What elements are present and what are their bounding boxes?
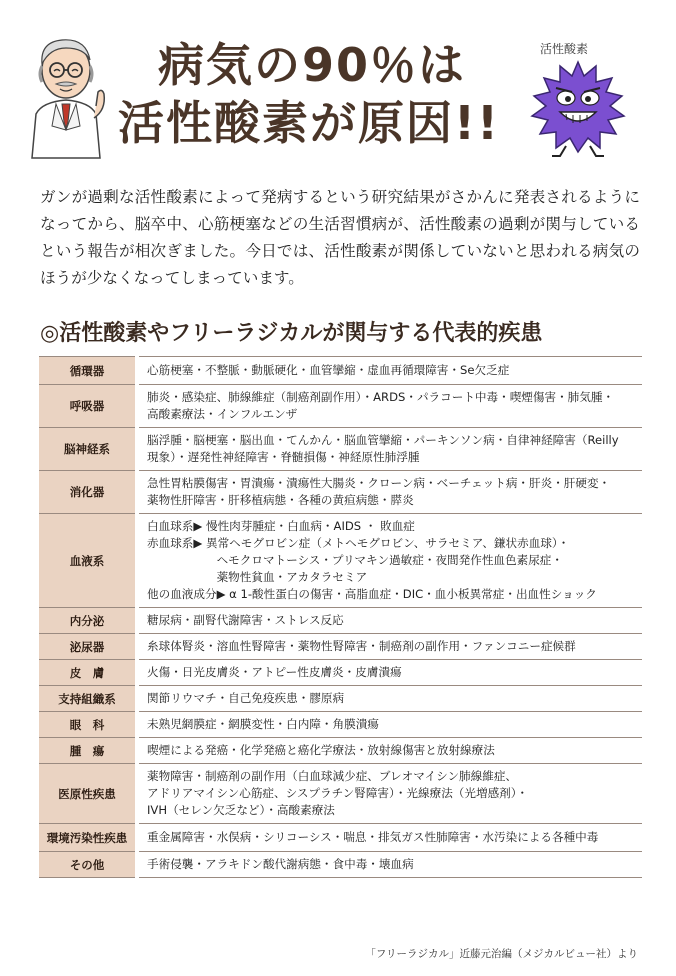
category-cell: 眼 科 <box>39 712 137 738</box>
table-row <box>39 712 642 738</box>
table-row <box>39 428 642 471</box>
virus-label: 活性酸素 <box>540 42 589 56</box>
table-row <box>39 738 642 764</box>
diseases-cell: 薬物障害・制癌剤の副作用（白血球減少症、ブレオマイシン肺線維症、 アドリアマイシン心筋症、シスプラチン腎障害）・光線療法（光増感剤）・ IVH（セレン欠乏など）・高酸素療法 <box>137 764 642 824</box>
disease-table <box>39 356 642 878</box>
table-row <box>39 660 642 686</box>
intro-paragraph: ガンが過剰な活性酸素によって発病するという研究結果がさかんに発表されるようになってから、脳卒中、心筋梗塞などの生活習慣病が、活性酸素の過剰が関与しているという報告が相次ぎました。今日では、活性酸素が関係していないと思われる病気のほうが少なくなってしまっています。 <box>40 188 640 287</box>
table-row <box>39 824 642 852</box>
diseases-cell: 糖尿病・副腎代謝障害・ストレス反応 <box>137 608 642 634</box>
category-cell: 環境汚染性疾患 <box>39 824 137 852</box>
category-cell: 血液系 <box>39 514 137 608</box>
title-block <box>118 36 518 152</box>
category-cell: 脳神経系 <box>39 428 137 471</box>
diseases-cell: 糸球体腎炎・溶血性腎障害・薬物性腎障害・制癌剤の副作用・ファンコニー症候群 <box>137 634 642 660</box>
diseases-cell: 心筋梗塞・不整脈・動脈硬化・血管攣縮・虚血再循環障害・Se欠乏症 <box>137 357 642 385</box>
diseases-cell: 喫煙による発癌・化学発癌と癌化学療法・放射線傷害と放射線療法 <box>137 738 642 764</box>
category-cell: 支持組織系 <box>39 686 137 712</box>
category-cell: 内分泌 <box>39 608 137 634</box>
table-row <box>39 385 642 428</box>
diseases-cell: 白血球系▶ 慢性肉芽腫症・白血病・AIDS ・ 敗血症 赤血球系▶ 異常ヘモグロビン症（メトヘモグロビン、サラセミア、鎌状赤血球）・ ヘモクロマトーシス・プリマキン過敏症・夜間発作性血色素尿症・ 薬物性貧血・アカタラセミア 他の血液成分▶ α 1-酸性蛋白の傷害・高脂血症・DIC・血小板異常症・出血性ショック <box>137 514 642 608</box>
table-row <box>39 514 642 608</box>
category-cell: 泌尿器 <box>39 634 137 660</box>
category-cell: 皮 膚 <box>39 660 137 686</box>
diseases-cell: 急性胃粘膜傷害・胃潰瘍・潰瘍性大腸炎・クローン病・ベーチェット病・肝炎・肝硬変・ 薬物性肝障害・肝移植病態・各種の黄疸病態・膵炎 <box>137 471 642 514</box>
table-row <box>39 852 642 878</box>
doctor-illustration <box>22 30 110 160</box>
category-cell: 医原性疾患 <box>39 764 137 824</box>
category-cell: 呼吸器 <box>39 385 137 428</box>
diseases-cell: 手術侵襲・アラキドン酸代謝病態・食中毒・壊血病 <box>137 852 642 878</box>
category-cell: 循環器 <box>39 357 137 385</box>
source-citation: 「フリーラジカル」近藤元治編（メジカルビュー社）より <box>365 948 638 960</box>
table-row <box>39 764 642 824</box>
category-cell: その他 <box>39 852 137 878</box>
active-oxygen-character <box>526 58 630 158</box>
diseases-cell: 脳浮腫・脳梗塞・脳出血・てんかん・脳血管攣縮・パーキンソン病・自律神経障害（Reilly 現象）・遅発性神経障害・脊髄損傷・神経原性肺浮腫 <box>137 428 642 471</box>
table-row <box>39 634 642 660</box>
category-cell: 消化器 <box>39 471 137 514</box>
diseases-cell: 重金属障害・水俣病・シリコーシス・喘息・排気ガス性肺障害・水汚染による各種中毒 <box>137 824 642 852</box>
diseases-cell: 肺炎・感染症、肺線維症（制癌剤副作用）・ARDS・パラコート中毒・喫煙傷害・肺気腫・ 高酸素療法・インフルエンザ <box>137 385 642 428</box>
category-cell: 腫 瘍 <box>39 738 137 764</box>
diseases-cell: 火傷・日光皮膚炎・アトピー性皮膚炎・皮膚潰瘍 <box>137 660 642 686</box>
diseases-cell: 未熟児網膜症・網膜変性・白内障・角膜潰瘍 <box>137 712 642 738</box>
table-row <box>39 608 642 634</box>
title-line-1: 病気の90％は <box>158 38 467 92</box>
table-row <box>39 357 642 385</box>
section-heading: ◎活性酸素やフリーラジカルが関与する代表的疾患 <box>40 321 543 346</box>
diseases-cell: 関節リウマチ・自己免疫疾患・膠原病 <box>137 686 642 712</box>
table-row <box>39 471 642 514</box>
table-row <box>39 686 642 712</box>
title-line-2: 活性酸素が原因!! <box>118 96 500 150</box>
